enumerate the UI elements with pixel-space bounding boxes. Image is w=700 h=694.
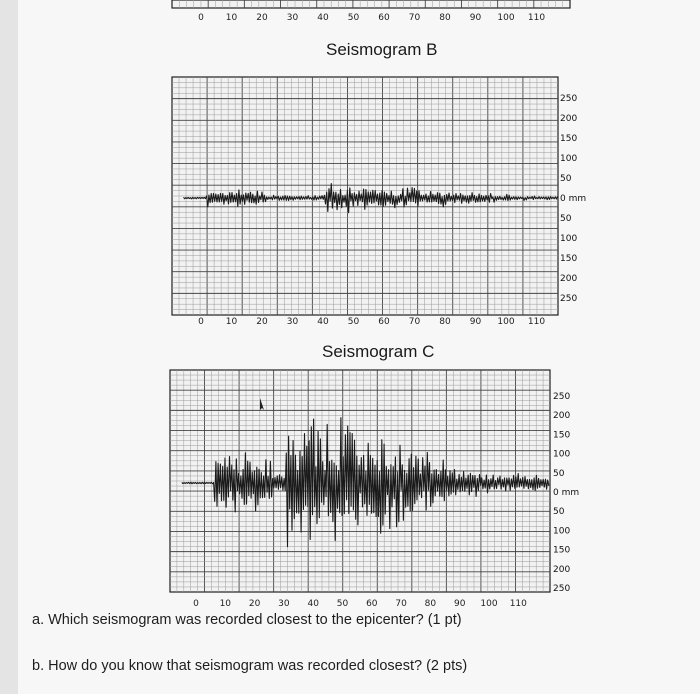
seismogram-b-tick-label: 30 (286, 317, 299, 327)
seismogram-c-scale-label: 100 (553, 526, 571, 537)
seismogram-a-tick-label: 50 (347, 13, 360, 23)
seismogram-a-x-axis (198, 13, 545, 23)
seismogram-b-scale-label: 150 (560, 254, 578, 264)
seismogram-b-scale-label: 250 (560, 94, 578, 104)
seismogram-a-partial (172, 0, 570, 8)
seismogram-c-tick-label: 90 (453, 599, 466, 609)
seismogram-b-scale-label: 100 (560, 234, 578, 244)
seismogram-a-tick-label: 80 (439, 13, 451, 23)
seismogram-c-scale-label: 200 (553, 411, 571, 422)
seismogram-a-tick-label: 90 (469, 13, 482, 23)
seismogram-c-scale-label: 150 (553, 545, 571, 556)
seismogram-c-tick-label: 50 (336, 599, 349, 609)
seismogram-c-scale-label: 0 mm (553, 488, 580, 498)
seismogram-b-tick-label: 0 (198, 317, 204, 327)
seismogram-c-tick-label: 80 (424, 599, 437, 609)
seismogram-c-tick-label: 70 (395, 599, 407, 609)
seismogram-c-amplitude-scale (553, 392, 579, 594)
seismogram-b-tick-label: 100 (497, 317, 515, 327)
seismogram-b-tick-label: 50 (347, 317, 360, 327)
seismogram-a-tick-label: 100 (497, 13, 515, 23)
seismogram-b-scale-label: 100 (560, 154, 578, 164)
seismogram-a-tick-label: 0 (198, 13, 204, 23)
question-a: a. Which seismogram was recorded closest to the epicenter? (1 pt) (32, 612, 462, 628)
seismogram-a-grid-frame (172, 0, 570, 8)
seismogram-b-amplitude-scale (560, 94, 586, 304)
seismogram-c-x-axis (193, 599, 527, 609)
seismogram-c-scale-label: 50 (553, 507, 565, 518)
seismogram-c-tick-label: 30 (278, 599, 290, 609)
seismogram-b-x-axis (198, 317, 545, 327)
seismogram-a-tick-label: 70 (408, 13, 421, 23)
seismogram-c-title: Seismogram C (322, 342, 435, 361)
seismogram-c-scale-label: 250 (553, 392, 571, 402)
seismogram-c-scale-label: 100 (553, 449, 571, 460)
seismogram-c-tick-label: 0 (193, 599, 199, 609)
seismogram-c-tick-label: 100 (480, 599, 498, 609)
seismogram-c-scale-label: 250 (553, 584, 571, 594)
seismogram-c-tick-label: 110 (509, 599, 527, 609)
seismogram-b-tick-label: 60 (378, 317, 390, 327)
seismogram-b-tick-label: 80 (439, 317, 451, 327)
seismogram-b-tick-label: 110 (527, 317, 546, 327)
seismogram-a-tick-label: 20 (256, 13, 268, 23)
seismogram-b-tick-label: 90 (469, 317, 482, 327)
seismogram-b-scale-label: 50 (560, 174, 572, 184)
seismogram-b-tick-label: 20 (256, 317, 268, 327)
seismogram-b-scale-label: 200 (560, 274, 578, 284)
seismogram-c-scale-label: 200 (553, 564, 571, 575)
question-b: b. How do you know that seismogram was recorded closest? (2 pts) (32, 658, 468, 674)
seismogram-a-tick-label: 40 (317, 13, 329, 23)
seismogram-a-tick-label: 60 (378, 13, 390, 23)
seismogram-c-tick-label: 40 (307, 599, 319, 609)
seismogram-c-tick-label: 20 (248, 599, 261, 609)
seismogram-a-tick-label: 110 (527, 13, 546, 23)
seismogram-b-tick-label: 70 (408, 317, 421, 327)
seismogram-b-scale-label: 200 (560, 114, 578, 124)
seismogram-c-tick-label: 10 (219, 599, 232, 609)
seismogram-c-scale-label: 150 (553, 430, 571, 441)
seismogram-b-tick-label: 10 (225, 317, 238, 327)
seismogram-b-scale-label: 50 (560, 214, 572, 224)
seismogram-a-tick-label: 30 (286, 13, 299, 23)
seismogram-b-scale-label: 150 (560, 134, 578, 144)
seismogram-c-scale-label: 50 (553, 468, 565, 479)
seismogram-b-title: Seismogram B (326, 40, 438, 59)
seismogram-b-tick-label: 40 (317, 317, 329, 327)
seismogram-b-scale-label: 0 mm (560, 194, 587, 204)
seismogram-a-tick-label: 10 (225, 13, 238, 23)
seismogram-c-tick-label: 60 (366, 599, 378, 609)
seismogram-b-scale-label: 250 (560, 294, 578, 304)
